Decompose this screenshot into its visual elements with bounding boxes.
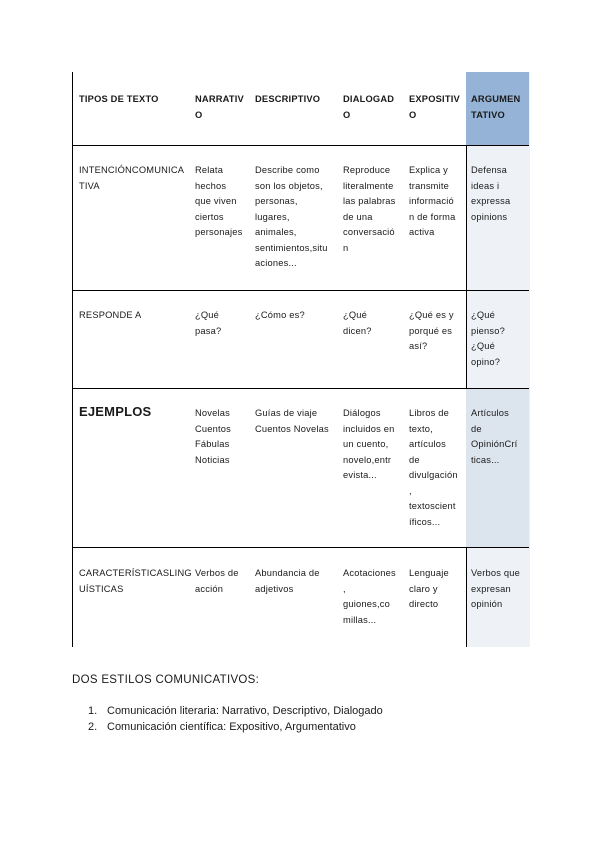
list-item [88,703,383,719]
table-cell: ¿Qué dicen? [343,310,372,336]
row-label: RESPONDE A [79,310,142,320]
header-cell: TIPOS DE TEXTO [79,94,159,104]
table-cell: Verbos de acción [195,568,239,594]
header-cell: DIALOGAD O [343,94,395,120]
styles-list [88,703,383,735]
table-cell: Guías de viaje Cuentos Novelas [255,408,329,434]
table-cell: ¿Qué es y porqué es así? [409,310,454,351]
row-label: INTENCIÓNCOMUNICA TIVA [79,165,185,191]
table-cell: Diálogos incluidos en un cuento, novelo,entr evista... [343,408,395,480]
table-cell: Artículos de OpiniónCrí ticas... [471,408,518,465]
row-label: EJEMPLOS [79,404,152,419]
table-cell: Abundancia de adjetivos [255,568,320,594]
header-cell: DESCRIPTIVO [255,94,321,104]
table-cell: ¿Qué pienso? ¿Qué opino? [471,310,505,367]
table-cell: Explica y transmite informació n de forma activa [409,165,456,237]
row-divider [73,145,529,146]
row-label: CARACTERÍSTICASLING UÍSTICAS [79,568,192,594]
table-cell: Acotaciones , guiones,co millas... [343,568,396,625]
table-cell: ¿Cómo es? [255,310,305,320]
list-item [88,719,383,735]
table-cell: Novelas Cuentos Fábulas Noticias [195,408,232,465]
table-cell: Verbos que expresan opinión [471,568,521,609]
table-cell: Reproduce literalmente las palabras de una conversació n [343,165,396,253]
list-text: Comunicación científica: Expositivo, Argumentativo [107,721,356,733]
header-cell: ARGUMEN TATIVO [471,94,521,120]
header-cell: EXPOSITIV O [409,94,460,120]
header-cell: NARRATIV O [195,94,244,120]
table-cell: Defensa ideas i expressa opinions [471,165,511,222]
list-text: Comunicación literaria: Narrativo, Descriptivo, Dialogado [107,705,383,717]
table-cell: Lenguaje claro y directo [409,568,449,609]
row-divider [73,290,529,291]
table-cell: Relata hechos que viven ciertos personajes [195,165,243,237]
list-number: 2. [88,721,98,733]
list-number: 1. [88,705,98,717]
text-types-table [72,72,529,647]
row-divider [73,547,529,548]
table-cell: ¿Qué pasa? [195,310,222,336]
section-title: DOS ESTILOS COMUNICATIVOS: [72,674,260,686]
row-divider [73,388,529,389]
table-cell: Libros de texto, artículos de divulgación , textoscient íficos... [409,408,458,527]
table-cell: Describe como son los objetos, personas, lugares, animales, sentimientos,situ aciones... [255,165,328,268]
